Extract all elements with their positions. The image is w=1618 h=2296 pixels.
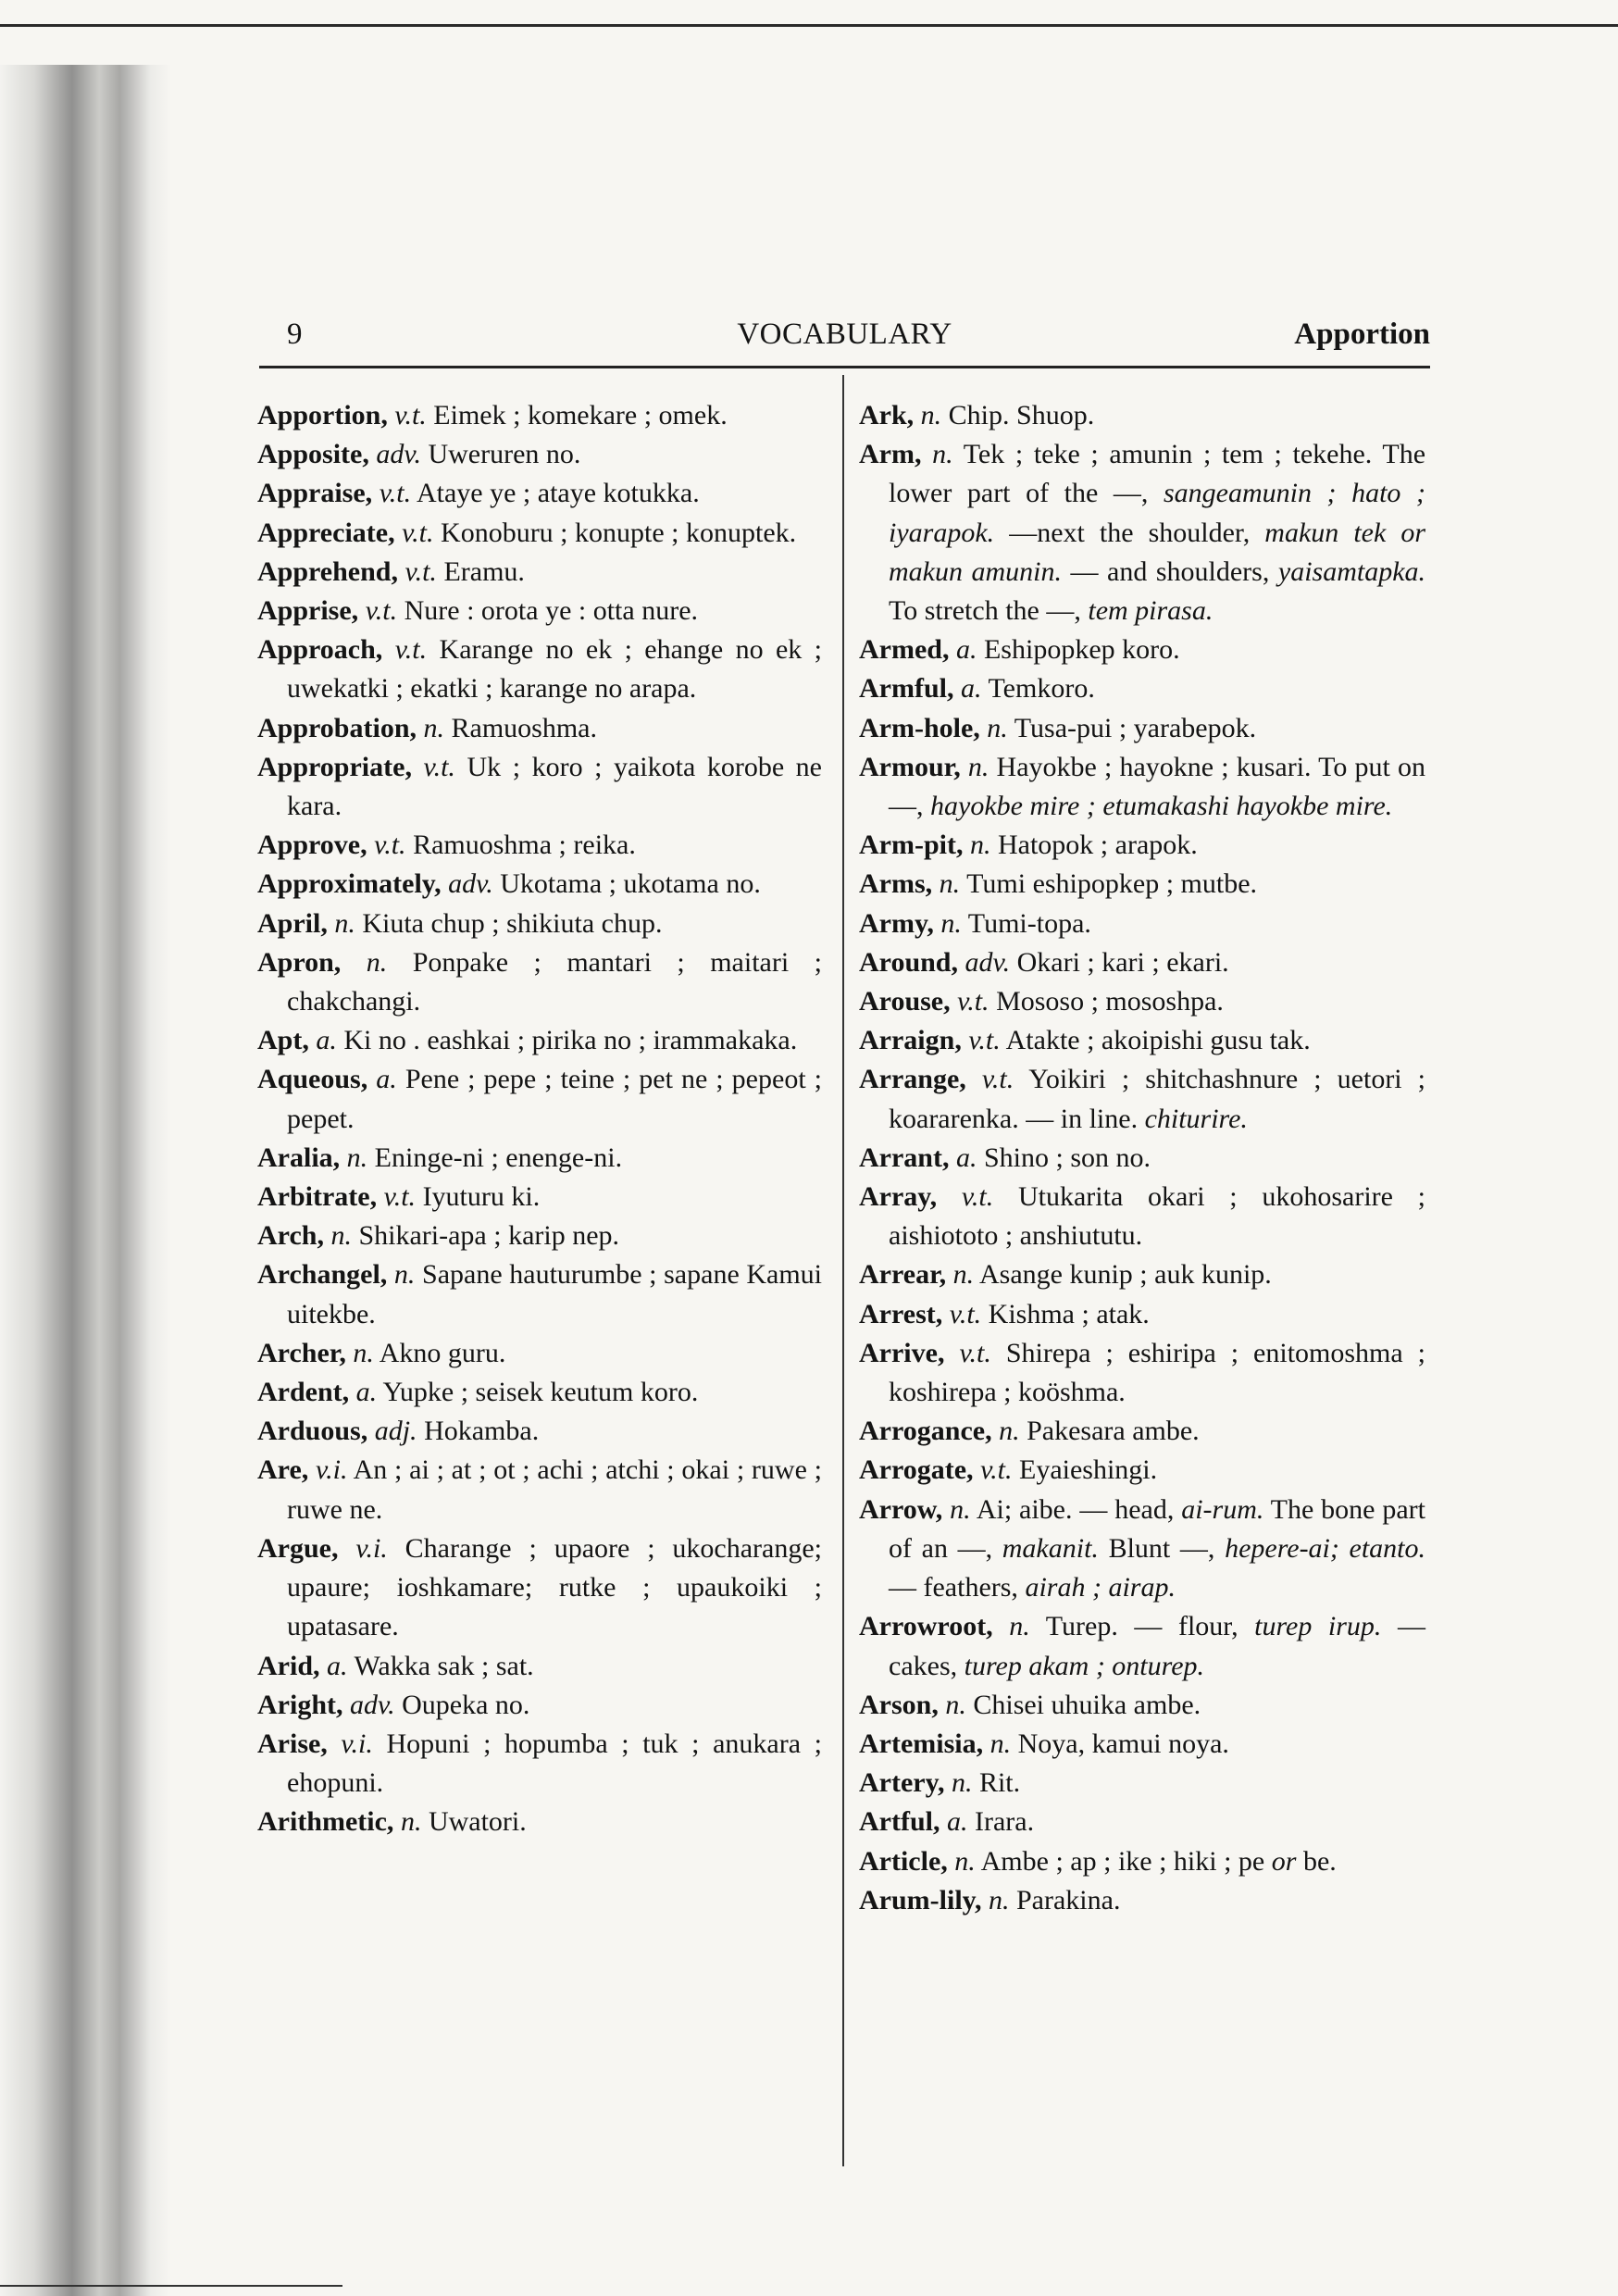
entry-part-of-speech: n. [940, 907, 962, 939]
dictionary-entry [859, 865, 1425, 904]
entry-part-of-speech: v.t. [374, 830, 406, 861]
dictionary-entry [859, 826, 1425, 865]
entry-definition: Rit. [978, 1767, 1021, 1799]
entry-definition: Hopuni ; hopumba ; tuk ; anukara ; ehopuni. [287, 1728, 822, 1799]
entry-example: turep irup. [1254, 1611, 1382, 1642]
entry-definition: Temkoro. [988, 673, 1095, 705]
dictionary-entry [859, 748, 1425, 826]
entry-definition: The bone part of an —, [889, 1493, 1425, 1564]
entry-example: turep akam ; onturep. [964, 1650, 1205, 1681]
dictionary-entry [257, 748, 822, 826]
entry-definition: Eramu. [443, 555, 525, 587]
entry-definition: Noya, kamui noya. [1017, 1728, 1229, 1759]
entry-definition: Akno guru. [379, 1337, 506, 1368]
entry-definition: Turep. — flour, [1045, 1611, 1238, 1642]
entry-part-of-speech: n. [1009, 1611, 1030, 1642]
dictionary-entry [257, 1451, 822, 1529]
header-rule [259, 366, 1430, 368]
dictionary-entry [859, 982, 1425, 1021]
entry-headword: Apprise, [257, 595, 359, 627]
entry-definition: Ramuoshma ; reika. [413, 830, 636, 861]
entry-definition: Ki no . eashkai ; pirika no ; irammakaka. [343, 1025, 798, 1056]
entry-part-of-speech: a. [376, 1064, 397, 1095]
entry-definition: Ponpake ; mantari ; maitari ; chakchangi. [287, 946, 822, 1017]
entry-part-of-speech: v.i. [341, 1728, 373, 1759]
entry-headword: Arrogance, [859, 1416, 992, 1447]
entry-part-of-speech: v.i. [316, 1454, 348, 1486]
entry-part-of-speech: a. [960, 673, 982, 705]
entry-definition: Yupke ; seisek keutum koro. [382, 1377, 699, 1408]
entry-headword: Arrear, [859, 1259, 947, 1291]
entry-definition: Hatopok ; arapok. [997, 830, 1198, 861]
entry-definition: Utukarita okari ; ukohosarire ; aishiototo ; anshiututu. [889, 1181, 1425, 1252]
entry-definition: Kiuta chup ; shikiuta chup. [362, 907, 663, 939]
entry-headword: Arm-hole, [859, 712, 980, 743]
entry-headword: Approbation, [257, 712, 417, 743]
entry-part-of-speech: n. [334, 907, 355, 939]
dictionary-entry [859, 1881, 1425, 1920]
entry-definition: Ambe ; ap ; ike ; hiki ; pe [980, 1845, 1265, 1877]
entry-part-of-speech: adj. [374, 1416, 417, 1447]
entry-headword: Arum-lily, [859, 1884, 982, 1915]
entry-part-of-speech: n. [987, 712, 1008, 743]
entry-headword: Aright, [257, 1689, 343, 1720]
entry-definition: Konoburu ; konupte ; konuptek. [441, 517, 797, 548]
entry-part-of-speech: v.t. [365, 595, 398, 627]
dictionary-entry [257, 709, 822, 748]
entry-part-of-speech: v.i. [355, 1532, 388, 1564]
entry-part-of-speech: v.t. [949, 1298, 982, 1329]
entry-part-of-speech: a. [946, 1806, 968, 1838]
entry-part-of-speech: a. [316, 1025, 337, 1056]
entry-part-of-speech: v.t. [981, 1064, 1014, 1095]
entry-definition: Oupeka no. [402, 1689, 530, 1720]
entry-definition: Nure : orota ye : otta nure. [404, 595, 699, 627]
entry-part-of-speech: v.t. [383, 1181, 417, 1213]
entry-definition: Uweruren no. [428, 439, 581, 470]
entry-part-of-speech: v.t. [402, 517, 434, 548]
entry-headword: Approach, [257, 634, 383, 666]
entry-definition: Ai; aibe. — head, [976, 1493, 1175, 1525]
entry-definition: Okari ; kari ; ekari. [1016, 946, 1229, 978]
dictionary-entry [859, 1178, 1425, 1255]
entry-headword: Arrow, [859, 1493, 943, 1525]
dictionary-entry [859, 1607, 1425, 1685]
dictionary-entry [257, 514, 822, 553]
dictionary-entry [859, 1334, 1425, 1412]
entry-headword: Around, [859, 946, 958, 978]
entry-part-of-speech: n. [393, 1259, 416, 1291]
dictionary-entry [859, 1491, 1425, 1608]
entry-definition: Eshipopkep koro. [983, 634, 1180, 666]
entry-headword: Arrowroot, [859, 1611, 993, 1642]
entry-definition: Asange kunip ; auk kunip. [979, 1259, 1272, 1291]
entry-definition: Ataye ye ; ataye kotukka. [416, 478, 700, 509]
entry-headword: Are, [257, 1454, 309, 1486]
entry-definition: Shikari-apa ; karip nep. [358, 1220, 620, 1252]
dictionary-entry [257, 943, 822, 1021]
entry-headword: Ardent, [257, 1377, 350, 1408]
entry-headword: Arid, [257, 1650, 320, 1681]
entry-definition: Tusa-pui ; yarabepok. [1014, 712, 1257, 743]
entry-part-of-speech: n. [939, 868, 961, 900]
dictionary-entry [257, 553, 822, 592]
entry-definition: Uk ; koro ; yaikota korobe ne kara. [287, 751, 823, 822]
entry-headword: April, [257, 907, 328, 939]
right-column [859, 396, 1425, 1920]
entry-headword: Armour, [859, 751, 961, 782]
entry-definition: Mososo ; mososhpa. [996, 986, 1224, 1017]
dictionary-entry [859, 1412, 1425, 1451]
entry-definition: — feathers, [889, 1572, 1018, 1603]
entry-headword: Array, [859, 1181, 938, 1213]
entry-headword: Arise, [257, 1728, 328, 1759]
dictionary-entry [257, 1255, 822, 1333]
entry-definition: Ramuoshma. [451, 712, 598, 743]
entry-headword: Arson, [859, 1689, 939, 1720]
entry-part-of-speech: n. [950, 1493, 971, 1525]
dictionary-entry [257, 1021, 822, 1060]
entry-headword: Artery, [859, 1767, 945, 1799]
entry-headword: Approximately, [257, 868, 442, 900]
dictionary-entry [257, 1686, 822, 1725]
entry-definition: Tumi eshipopkep ; mutbe. [966, 868, 1258, 900]
bottom-rule [0, 2285, 342, 2287]
entry-part-of-speech: n. [954, 1845, 976, 1877]
dictionary-entry [257, 1412, 822, 1451]
entry-part-of-speech: n. [945, 1689, 966, 1720]
entry-headword: Appropriate, [257, 751, 412, 782]
entry-part-of-speech: v.t. [394, 400, 427, 430]
dictionary-entry [257, 1217, 822, 1255]
entry-part-of-speech: n. [920, 400, 942, 430]
entry-part-of-speech: n. [346, 1142, 368, 1173]
dictionary-entry [859, 1060, 1425, 1138]
dictionary-entry [257, 826, 822, 865]
dictionary-entry [859, 396, 1425, 435]
dictionary-entry [859, 1021, 1425, 1060]
entry-definition: To stretch the —, [889, 595, 1081, 627]
entry-headword: Artful, [859, 1806, 940, 1838]
entry-definition: Eninge-ni ; enenge-ni. [374, 1142, 623, 1173]
entry-part-of-speech: n. [330, 1220, 352, 1252]
entry-part-of-speech: adv. [350, 1689, 395, 1720]
entry-part-of-speech: a. [955, 634, 977, 666]
dictionary-entry [859, 1255, 1425, 1294]
entry-definition: Hayokbe ; hayokne ; kusari. To put on —, [889, 751, 1426, 822]
entry-definition: — cakes, [889, 1611, 1425, 1681]
entry-part-of-speech: a. [955, 1142, 977, 1173]
entry-headword: Arm-pit, [859, 830, 964, 861]
dictionary-entry [257, 865, 822, 904]
entry-part-of-speech: a. [355, 1377, 378, 1408]
entry-definition: Sapane hauturumbe ; sapane Kamui uitekbe. [287, 1259, 823, 1329]
entry-part-of-speech: v.t. [404, 555, 437, 587]
dictionary-entry [859, 1295, 1425, 1334]
entry-part-of-speech: n. [999, 1416, 1020, 1447]
entry-part-of-speech: v.t. [968, 1025, 1001, 1056]
column-divider [842, 375, 844, 2166]
entry-headword: Appreciate, [257, 517, 395, 548]
dictionary-entry [257, 1725, 822, 1803]
entry-definition: Charange ; upaore ; ukocharange; upaure; ioshkamare; rutke ; upaukoiki ; upatasare. [287, 1532, 822, 1642]
dictionary-entry [859, 435, 1425, 630]
left-column [257, 396, 822, 1842]
entry-headword: Apron, [257, 946, 342, 978]
entry-definition: An ; ai ; at ; ot ; achi ; atchi ; okai ; ruwe ; ruwe ne. [287, 1454, 823, 1525]
entry-headword: Ark, [859, 400, 915, 430]
dictionary-entry [257, 1334, 822, 1373]
dictionary-entry [257, 630, 822, 708]
entry-definition: Uwatori. [428, 1806, 527, 1838]
entry-part-of-speech: v.t. [961, 1181, 994, 1213]
entry-headword: Apportion, [257, 400, 388, 430]
entry-headword: Arrant, [859, 1142, 950, 1173]
entry-headword: Arrange, [859, 1064, 966, 1095]
entry-definition: Chisei uhuika ambe. [973, 1689, 1201, 1720]
entry-part-of-speech: n. [967, 751, 989, 782]
entry-headword: Artemisia, [859, 1728, 984, 1759]
entry-part-of-speech: n. [366, 946, 388, 978]
dictionary-entry [859, 709, 1425, 748]
entry-example: ai-rum. [1181, 1493, 1264, 1525]
dictionary-entry [257, 1139, 822, 1178]
entry-definition: Parakina. [1016, 1884, 1121, 1915]
dictionary-entry [859, 669, 1425, 708]
entry-headword: Aralia, [257, 1142, 341, 1173]
dictionary-entry [859, 943, 1425, 982]
entry-definition: Iyuturu ki. [422, 1181, 541, 1213]
entry-headword: Arms, [859, 868, 933, 900]
entry-part-of-speech: n. [969, 830, 991, 861]
entry-part-of-speech: v.t. [394, 634, 428, 666]
dictionary-entry [257, 396, 822, 435]
top-rule [0, 24, 1618, 27]
entry-part-of-speech: v.t. [957, 986, 989, 1017]
dictionary-entry [257, 1803, 822, 1841]
entry-example: airah ; airap. [1025, 1572, 1176, 1603]
entry-part-of-speech: n. [423, 712, 445, 743]
dictionary-entry [859, 1139, 1425, 1178]
entry-headword: Arithmetic, [257, 1806, 394, 1838]
entry-definition: Pakesara ambe. [1027, 1416, 1200, 1447]
dictionary-entry [257, 905, 822, 943]
entry-definition: Eimek ; komekare ; omek. [433, 400, 728, 430]
entry-headword: Armed, [859, 634, 950, 666]
entry-headword: Argue, [257, 1532, 339, 1564]
dictionary-entry [859, 905, 1425, 943]
entry-headword: Arm, [859, 439, 922, 470]
entry-definition: Yoikiri ; shitchashnure ; uetori ; koararenka. — in line. [889, 1064, 1426, 1134]
entry-example: makun tek or makun amunin. [889, 517, 1426, 587]
entry-headword: Arrest, [859, 1298, 943, 1329]
page-number: 9 [287, 318, 303, 351]
entry-example: chiturire. [1144, 1103, 1248, 1134]
entry-definition: Chip. Shuop. [948, 400, 1095, 430]
entry-example: yaisamtapka. [1277, 555, 1426, 587]
entry-definition: Eyaieshingi. [1019, 1454, 1158, 1486]
entry-part-of-speech: adv. [448, 868, 493, 900]
entry-headword: Archer, [257, 1337, 346, 1368]
entry-definition: Tumi-topa. [967, 907, 1091, 939]
entry-part-of-speech: n. [353, 1337, 374, 1368]
entry-headword: Apposite, [257, 439, 369, 470]
dictionary-entry [859, 1686, 1425, 1725]
entry-definition: —next the shoulder, [1009, 517, 1251, 548]
entry-part-of-speech: n. [989, 1728, 1012, 1759]
entry-headword: Arrive, [859, 1337, 945, 1368]
entry-part-of-speech: n. [400, 1806, 422, 1838]
entry-example: hepere-ai; etanto. [1225, 1532, 1426, 1564]
entry-definition: Tek ; teke ; amunin ; tem ; tekehe. The lower part of the —, [889, 439, 1426, 509]
entry-headword: Arouse, [859, 986, 951, 1017]
entry-definition: Ukotama ; ukotama no. [500, 868, 761, 900]
dictionary-entry [859, 630, 1425, 669]
entry-part-of-speech: n. [952, 1259, 975, 1291]
entry-headword: Arraign, [859, 1025, 962, 1056]
entry-headword: Arduous, [257, 1416, 368, 1447]
entry-part-of-speech: adv. [965, 946, 1011, 978]
entry-definition: Hokamba. [424, 1416, 540, 1447]
entry-example: or [1271, 1845, 1297, 1877]
entry-part-of-speech: n. [989, 1884, 1010, 1915]
entry-part-of-speech: a. [327, 1650, 348, 1681]
entry-definition: Kishma ; atak. [988, 1298, 1150, 1329]
entry-definition: Shino ; son no. [983, 1142, 1151, 1173]
entry-part-of-speech: n. [951, 1767, 973, 1799]
entry-headword: Approve, [257, 830, 367, 861]
entry-definition: Pene ; pepe ; teine ; pet ne ; pepeot ; pepet. [287, 1064, 823, 1134]
dictionary-entry [257, 435, 822, 474]
entry-example: hayokbe mire ; etumakashi hayokbe mire. [930, 791, 1393, 822]
entry-part-of-speech: n. [932, 439, 953, 470]
entry-definition: Blunt —, [1108, 1532, 1215, 1564]
entry-definition: Irara. [974, 1806, 1035, 1838]
entry-part-of-speech: v.t. [980, 1454, 1013, 1486]
dictionary-entry [859, 1451, 1425, 1490]
entry-definition: be. [1302, 1845, 1337, 1877]
dictionary-entry [257, 474, 822, 513]
entry-headword: Aqueous, [257, 1064, 368, 1095]
entry-headword: Article, [859, 1845, 948, 1877]
entry-part-of-speech: v.t. [379, 478, 412, 509]
dictionary-entry [257, 592, 822, 630]
dictionary-entry [859, 1842, 1425, 1881]
book-spine-shadow [0, 65, 171, 2296]
dictionary-entry [257, 1178, 822, 1217]
dictionary-entry [859, 1725, 1425, 1764]
dictionary-entry [859, 1803, 1425, 1841]
entry-example: tem pirasa. [1088, 595, 1214, 627]
entry-part-of-speech: v.t. [423, 751, 455, 782]
running-title: VOCABULARY [737, 318, 952, 351]
entry-headword: Armful, [859, 673, 954, 705]
entry-part-of-speech: v.t. [959, 1337, 991, 1368]
entry-definition: Shirepa ; eshiripa ; enitomoshma ; koshirepa ; koöshma. [889, 1337, 1426, 1408]
entry-headword: Apt, [257, 1025, 309, 1056]
entry-headword: Archangel, [257, 1259, 388, 1291]
entry-headword: Army, [859, 907, 934, 939]
dictionary-entry [257, 1529, 822, 1647]
entry-headword: Appraise, [257, 478, 373, 509]
entry-example: makanit. [1002, 1532, 1099, 1564]
entry-definition: Atakte ; akoipishi gusu tak. [1005, 1025, 1311, 1056]
entry-headword: Arbitrate, [257, 1181, 378, 1213]
entry-headword: Apprehend, [257, 555, 398, 587]
entry-definition: Wakka sak ; sat. [354, 1650, 534, 1681]
entry-definition: Karange no ek ; ehange no ek ; uwekatki ; ekatki ; karange no arapa. [287, 634, 823, 705]
entry-definition: — and shoulders, [1070, 555, 1270, 587]
dictionary-entry [257, 1647, 822, 1686]
dictionary-entry [859, 1764, 1425, 1803]
entry-headword: Arrogate, [859, 1454, 974, 1486]
page-header [259, 310, 1430, 356]
entry-example: sangeamunin ; hato ; iyarapok. [889, 478, 1425, 548]
guide-word: Apportion [1294, 318, 1430, 351]
entry-part-of-speech: adv. [376, 439, 421, 470]
entry-headword: Arch, [257, 1220, 324, 1252]
dictionary-entry [257, 1373, 822, 1412]
dictionary-entry [257, 1060, 822, 1138]
